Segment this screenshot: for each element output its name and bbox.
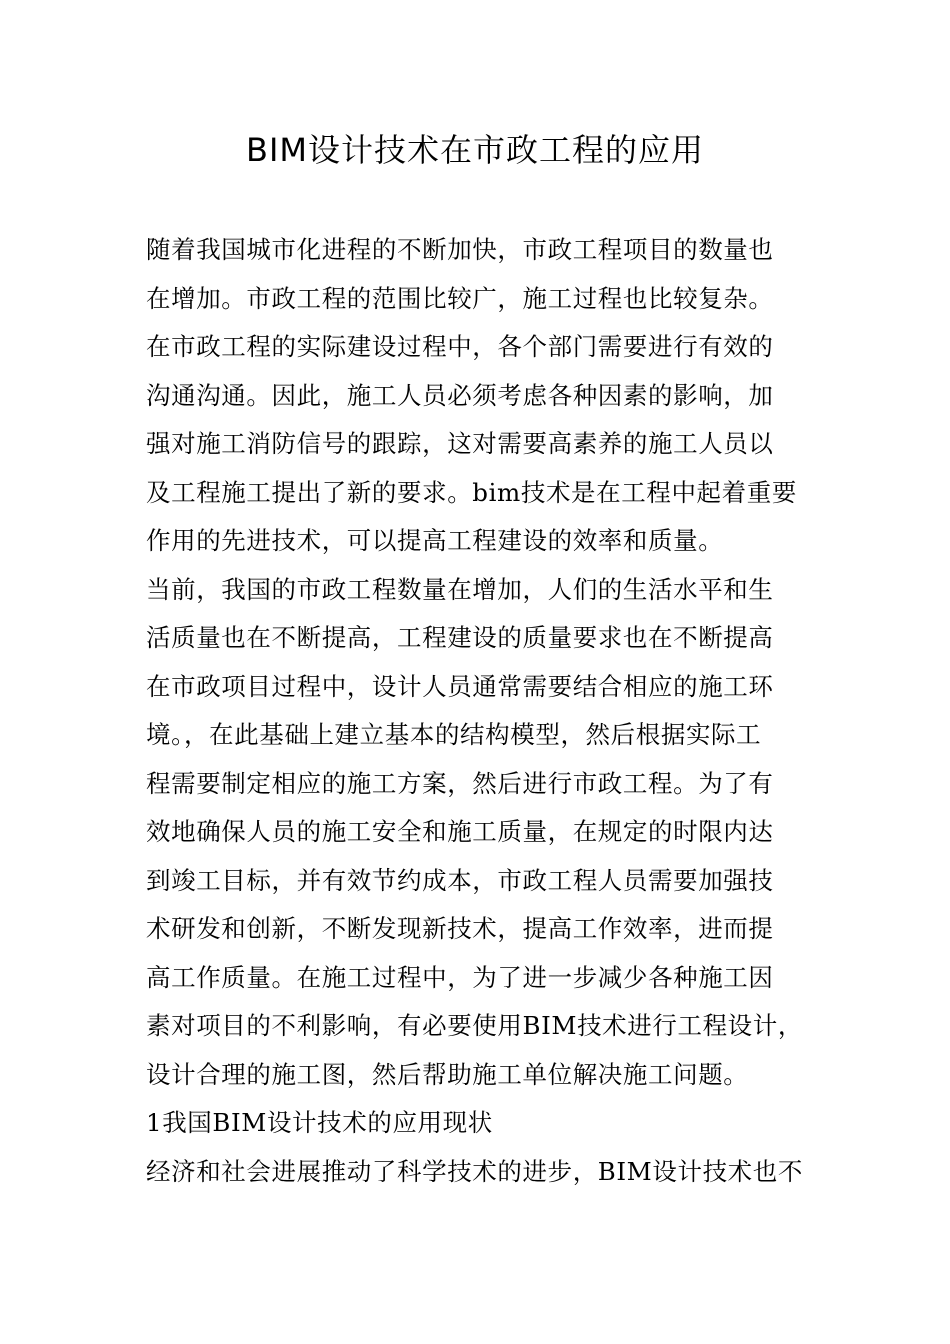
body-line: 在增加。市政工程的范围比较广，施工过程也比较复杂。 [146,283,774,313]
body-line: 在市政工程的实际建设过程中，各个部门需要进行有效的 [146,332,774,361]
body-line: 效地确保人员的施工安全和施工质量，在规定的时限内达 [146,817,774,846]
body-line: 高工作质量。在施工过程中，为了进一步减少各种施工因 [146,962,774,992]
body-line: 随着我国城市化进程的不断加快，市政工程项目的数量也 [146,235,774,264]
body-line: 程需要制定相应的施工方案，然后进行市政工程。为了有 [146,768,774,798]
body-line: 强对施工消防信号的跟踪，这对需要高素养的施工人员以 [146,429,774,458]
body-line: 境。，在此基础上建立基本的结构模型，然后根据实际工 [146,720,762,749]
body-line: 经济和社会进展推动了科学技术的进步，BIM设计技术也不 [146,1156,803,1186]
body-line: 术研发和创新，不断发现新技术，提高工作效率，进而提 [146,914,774,943]
body-line: 当前，我国的市政工程数量在增加，人们的生活水平和生 [146,574,774,604]
document-body [146,226,806,1196]
body-line: 在市政项目过程中，设计人员通常需要结合相应的施工环 [146,671,774,701]
body-line: 素对项目的不利影响，有必要使用BIM技术进行工程设计， [146,1011,803,1040]
body-line: 设计合理的施工图，然后帮助施工单位解决施工问题。 [146,1059,749,1089]
body-line: 沟通沟通。因此，施工人员必须考虑各种因素的影响，加 [146,380,774,410]
body-line: 及工程施工提出了新的要求。bim技术是在工程中起着重要 [146,477,797,507]
body-line: 活质量也在不断提高，工程建设的质量要求也在不断提高 [146,623,774,652]
body-line: 到竣工目标，并有效节约成本，市政工程人员需要加强技 [146,865,774,895]
body-line: 作用的先进技术，可以提高工程建设的效率和质量。 [146,526,724,555]
section-heading: 1我国BIM设计技术的应用现状 [146,1108,493,1137]
document-title: BIM设计技术在市政工程的应用 [245,131,704,169]
